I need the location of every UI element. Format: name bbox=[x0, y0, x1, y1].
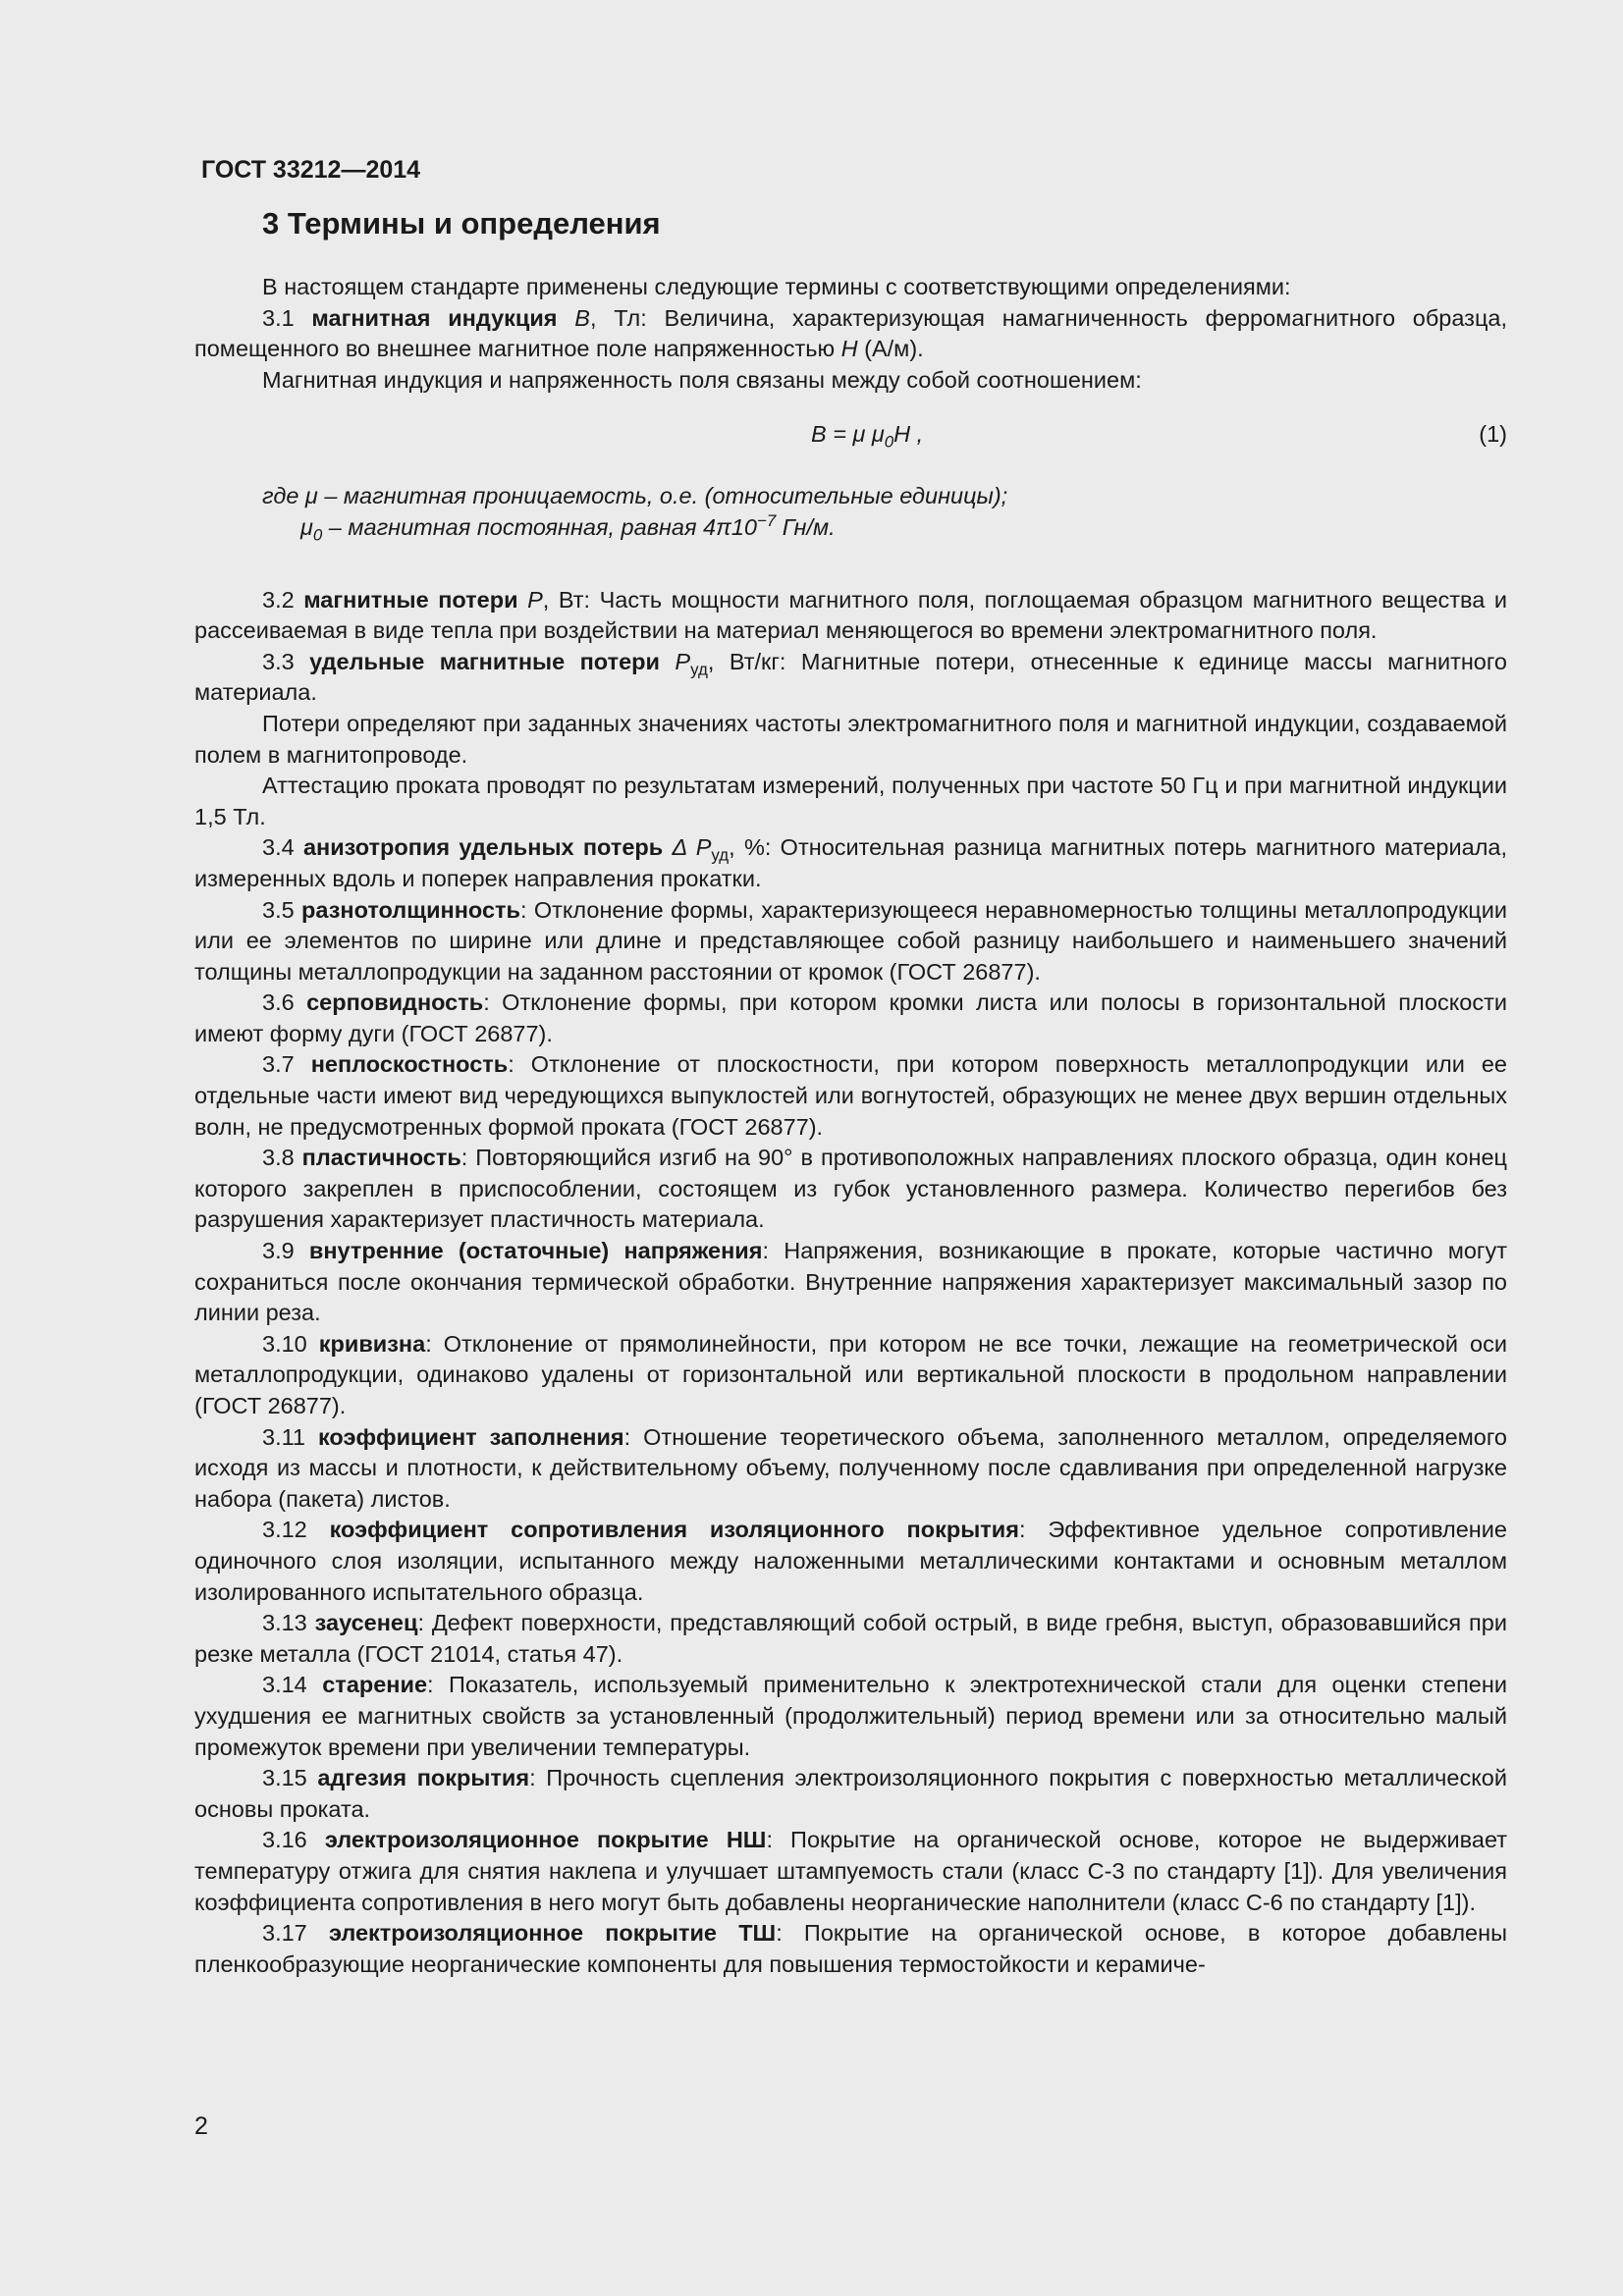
formula-legend bbox=[194, 481, 1507, 543]
term-3-8: 3.8 пластичность: Повторяющийся изгиб на 90° в противоположных направлениях плоского образца, один конец которого закреплен в приспособлении, состоящем из губок установленного размера. Количество перегибов без разрушения характеризует пластичность материала. bbox=[194, 1145, 1507, 1233]
term-3-12: 3.12 коэффициент сопротивления изоляционного покрытия: Эффективное удельное сопротивление одиночного слоя изоляции, испытанного между наложенными металлическими контактами и основным металлом изолированного испытательного образца. bbox=[194, 1517, 1507, 1605]
formula-row bbox=[194, 401, 1507, 475]
term-3-1: 3.1 магнитная индукция B, Тл: Величина, характеризующая намагниченность ферромагнитного образца, помещенного во внешнее магнитное поле напряженностью H (А/м). bbox=[194, 304, 1508, 362]
legend-mu0: $\mu_0$ – магнитная постоянная, равная $4\pi 10^{-7}$ Гн/м. bbox=[300, 511, 836, 545]
relation-paragraph: Магнитная индукция и напряженность поля связаны между собой соотношением: bbox=[262, 366, 1142, 393]
formula-number: (1) bbox=[1479, 421, 1507, 448]
term-3-6: 3.6 серповидность: Отклонение формы, при котором кромки листа или полосы в горизонтальной плоскости имеют форму дуги (ГОСТ 26877). bbox=[194, 989, 1507, 1046]
legend-mu: где μ – магнитная проницаемость, о.е. (относительные единицы); bbox=[262, 483, 1008, 509]
document-body bbox=[194, 272, 1507, 1980]
term-3-7: 3.7 неплоскостность: Отклонение от плоскостности, при котором поверхность металлопродукции или ее отдельные части имеют вид чередующихся выпуклостей или вогнутостей, образующих не менее двух вершин отдельных волн, не предусмотренных формой проката (ГОСТ 26877). bbox=[194, 1051, 1508, 1140]
term-3-5: 3.5 разнотолщинность: Отклонение формы, характеризующееся неравномерностью толщины металлопродукции или ее элементов по ширине или длине и представляющее собой разницу наибольшего и наименьшего значений толщины металлопродукции на заданном расстоянии от кромок (ГОСТ 26877). bbox=[194, 896, 1507, 985]
losses-paragraph: Потери определяют при заданных значениях частоты электромагнитного поля и магнитной индукции, создаваемой полем в магнитопроводе. bbox=[194, 710, 1507, 768]
section-title: 3 Термины и определения bbox=[262, 206, 661, 240]
term-3-2: 3.2 магнитные потери P, Вт: Часть мощности магнитного поля, поглощаемая образцом магнитного вещества и рассеиваемая в виде тепла при воздействии на материал меняющегося во времени электромагнитного поля. bbox=[194, 586, 1507, 644]
term-3-16: 3.16 электроизоляционное покрытие НШ: Покрытие на органической основе, которое не выдерживает температуру отжига для снятия наклепа и улучшает штампуемость стали (класс С-3 по стандарту [1]). Для увеличения коэффициента сопротивления в него могут быть добавлены неорганические наполнители (класс С-6 по стандарту [1]). bbox=[194, 1827, 1507, 1915]
term-3-11: 3.11 коэффициент заполнения: Отношение теоретического объема, заполненного металлом, определяемого исходя из массы и плотности, к действительному объему, полученному после сдавливания при определенной нагрузке набора (пакета) листов. bbox=[194, 1423, 1507, 1512]
formula: B = μ $\mu_0H$ , bbox=[811, 421, 924, 453]
term-3-3: 3.3 удельные магнитные потери $P_{уд}$, Вт/кг: Магнитные потери, отнесенные к единице массы магнитного материала. bbox=[194, 648, 1508, 706]
term-3-10: 3.10 кривизна: Отклонение от прямолинейности, при котором не все точки, лежащие на геометрической оси металлопродукции, одинаково удалены от горизонтальной или вертикальной плоскости в продольном направлении (ГОСТ 26877). bbox=[194, 1330, 1507, 1418]
attestation-paragraph: Аттестацию проката проводят по результатам измерений, полученных при частоте 50 Гц и при магнитной индукции 1,5 Тл. bbox=[194, 773, 1507, 829]
term-3-9: 3.9 внутренние (остаточные) напряжения: Напряжения, возникающие в прокате, которые частично могут сохраниться после окончания термической обработки. Внутренние напряжения характеризует максимальный зазор по линии реза. bbox=[194, 1238, 1508, 1326]
intro-paragraph: В настоящем стандарте применены следующие термины с соответствующими определениями: bbox=[262, 274, 1291, 299]
term-3-15: 3.15 адгезия покрытия: Прочность сцепления электроизоляционного покрытия с поверхностью металлической основы проката. bbox=[194, 1765, 1507, 1822]
term-3-17: 3.17 электроизоляционное покрытие ТШ: Покрытие на органической основе, в которое добавлены пленкообразующие неорганические компоненты для повышения термостойкости и керамиче- bbox=[194, 1920, 1507, 1977]
term-3-13: 3.13 заусенец: Дефект поверхности, представляющий собой острый, в виде гребня, выступ, образовавшийся при резке металла (ГОСТ 21014, статья 47). bbox=[194, 1610, 1507, 1667]
page-number: 2 bbox=[194, 2112, 208, 2140]
term-3-14: 3.14 старение: Показатель, используемый применительно к электротехнической стали для оценки степени ухудшения ее магнитных свойств за установленный (продолжительный) период времени или за относительно малый промежуток времени при увеличении температуры. bbox=[194, 1672, 1507, 1760]
document-code: ГОСТ 33212—2014 bbox=[201, 156, 421, 184]
term-3-4: 3.4 анизотропия удельных потерь Δ $P_{уд}$, %: Относительная разница магнитных потерь магнитного материала, измеренных вдоль и поперек направления прокатки. bbox=[194, 834, 1508, 891]
